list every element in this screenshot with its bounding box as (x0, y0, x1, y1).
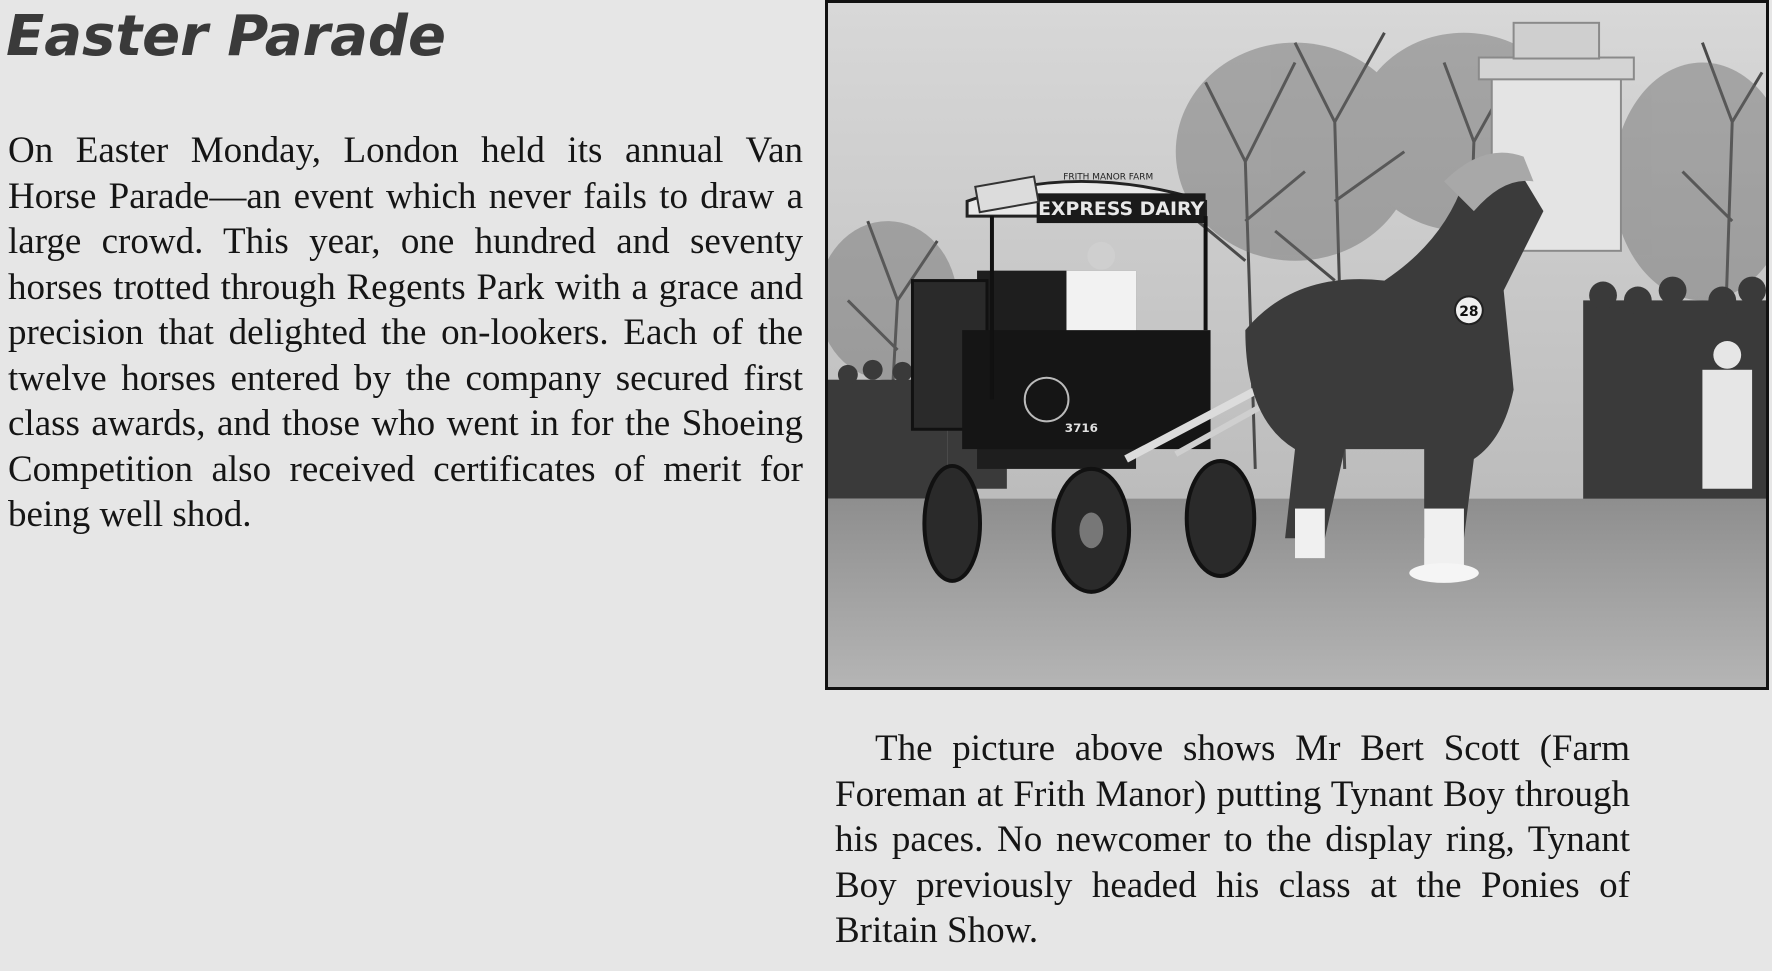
photo-caption: The picture above shows Mr Bert Scott (Farm Foreman at Frith Manor) putting Tynant Boy through his paces. No newcomer to the display ring, Tynant Boy previously headed his class at the Ponies of Britain Show. (835, 728, 1630, 951)
van-small-sign: FRITH MANOR FARM (1063, 172, 1154, 183)
horse-number: 28 (1459, 304, 1479, 321)
article-body: On Easter Monday, London held its annual Van Horse Parade—an event which never fails to draw a large crowd. This year, one hundred and seventy horses trotted through Regents Park with a grace and precision that delighted the on-lookers. Each of the twelve horses entered by the company secured first class awards, and those who went in for the Shoeing Competition also received certificates of merit for being well shod. (8, 130, 803, 535)
van-sign: EXPRESS DAIRY (1038, 199, 1205, 221)
van-number: 3716 (1064, 421, 1098, 436)
headline: Easter Parade (6, 4, 446, 69)
parade-photo (825, 0, 1769, 690)
photo-illustration (828, 3, 1766, 687)
